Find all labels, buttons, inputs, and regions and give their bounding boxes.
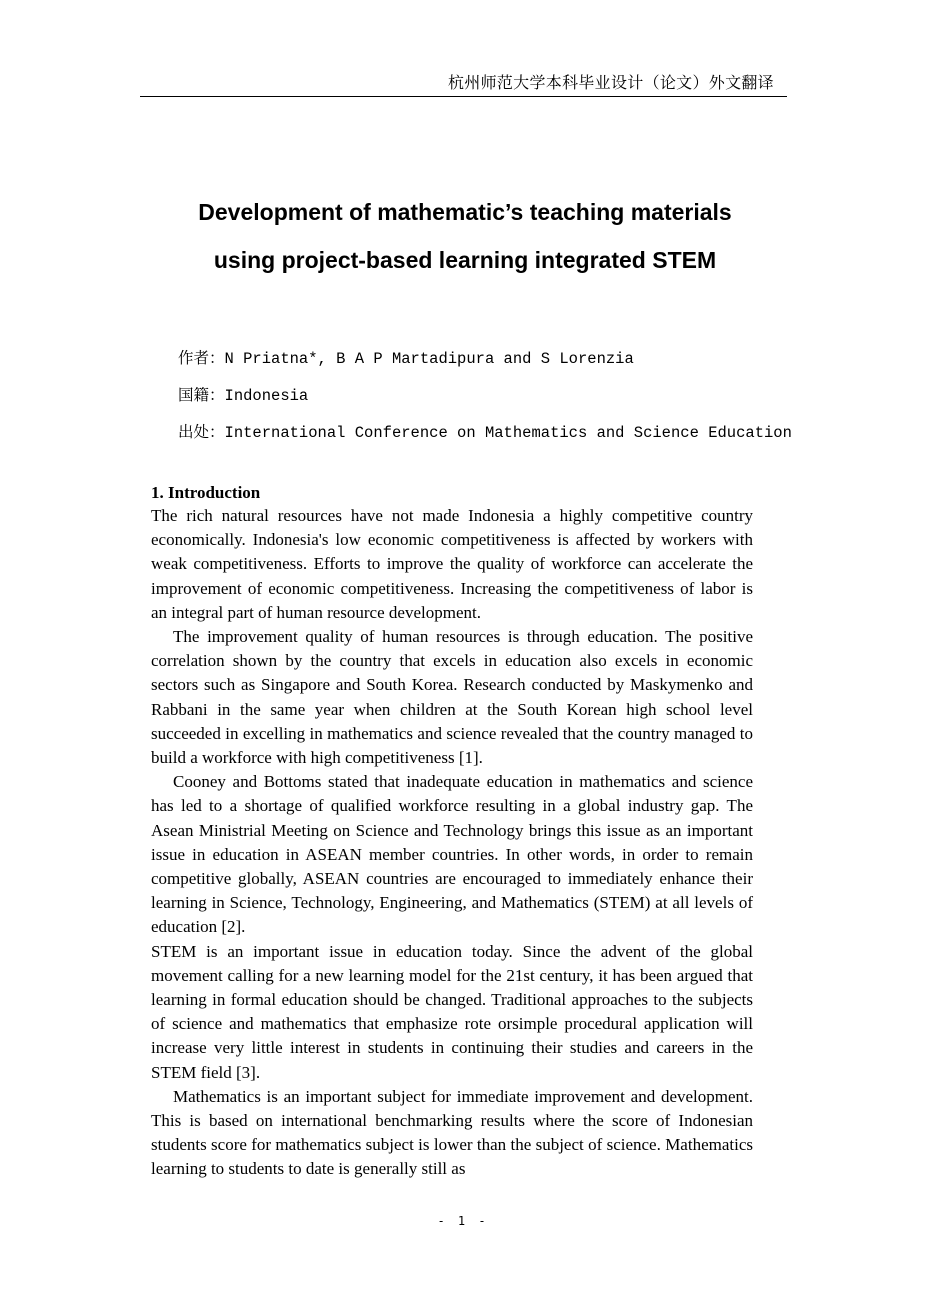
author-label: 作者：	[178, 349, 225, 367]
title-line-1: Development of mathematic’s teaching materials	[198, 199, 732, 225]
page-number: - 1 -	[437, 1214, 489, 1228]
nationality-label: 国籍：	[178, 386, 225, 404]
paragraph: Mathematics is an important subject for immediate improvement and development. This is based on international benchmarking results where the score of Indonesian students score for mathematics subject is lower than the subject of science. Mathematics learning to students to date is generally still as	[151, 1086, 753, 1179]
source-label: 出处：	[178, 423, 225, 441]
source-value: International Conference on Mathematics and Science Education	[224, 424, 792, 442]
paragraph: Cooney and Bottoms stated that inadequate education in mathematics and science has led to a shortage of qualified workforce resulting in a global industry gap. The Asean Ministrial Meeting on Science and Technology brings this issue as an important issue in education in ASEAN member countries. In other words, in order to remain competitive globally, ASEAN countries are encouraged to immediately enhance their learning in Science, Technology, Engineering, and Mathematics (STEM) at all levels of education [2].	[151, 772, 753, 937]
title-line-2: using project-based learning integrated STEM	[213, 247, 717, 273]
header-divider	[140, 96, 787, 97]
source-line	[178, 420, 792, 442]
paragraph: The rich natural resources have not made Indonesia a highly competitive country economically. Indonesia's low economic competitiveness is affected by workers with weak competitiveness. Efforts to improve the quality of workforce can accelerate the improvement of economic competitiveness. Increasing the competitiveness of labor is an integral part of human resource development.	[151, 506, 753, 622]
nationality-value: Indonesia	[224, 387, 309, 405]
nationality-line	[178, 383, 308, 405]
paragraph: The improvement quality of human resources is through education. The positive correlation shown by the country that excels in education also excels in economic sectors such as Singapore and South Korea. Research conducted by Maskymenko and Rabbani in the same year when children at the South Korean high school level succeeded in excelling in mathematics and science revealed that the country managed to build a workforce with high competitiveness [1].	[151, 627, 753, 768]
paragraph: STEM is an important issue in education today. Since the advent of the global movement calling for a new learning model for the 21st century, it has been argued that learning in formal education should be changed. Traditional approaches to the subjects of science and mathematics that emphasize rote orsimple procedural application will increase very little interest in students in continuing their studies and careers in the STEM field [3].	[151, 941, 753, 1082]
author-line	[178, 346, 634, 368]
paper-title	[120, 188, 810, 284]
running-header: 杭州师范大学本科毕业设计（论文）外文翻译	[447, 73, 774, 92]
body-text	[151, 482, 753, 1182]
author-value: N Priatna*, B A P Martadipura and S Lorenzia	[224, 350, 634, 368]
section-heading: 1. Introduction	[151, 483, 261, 502]
